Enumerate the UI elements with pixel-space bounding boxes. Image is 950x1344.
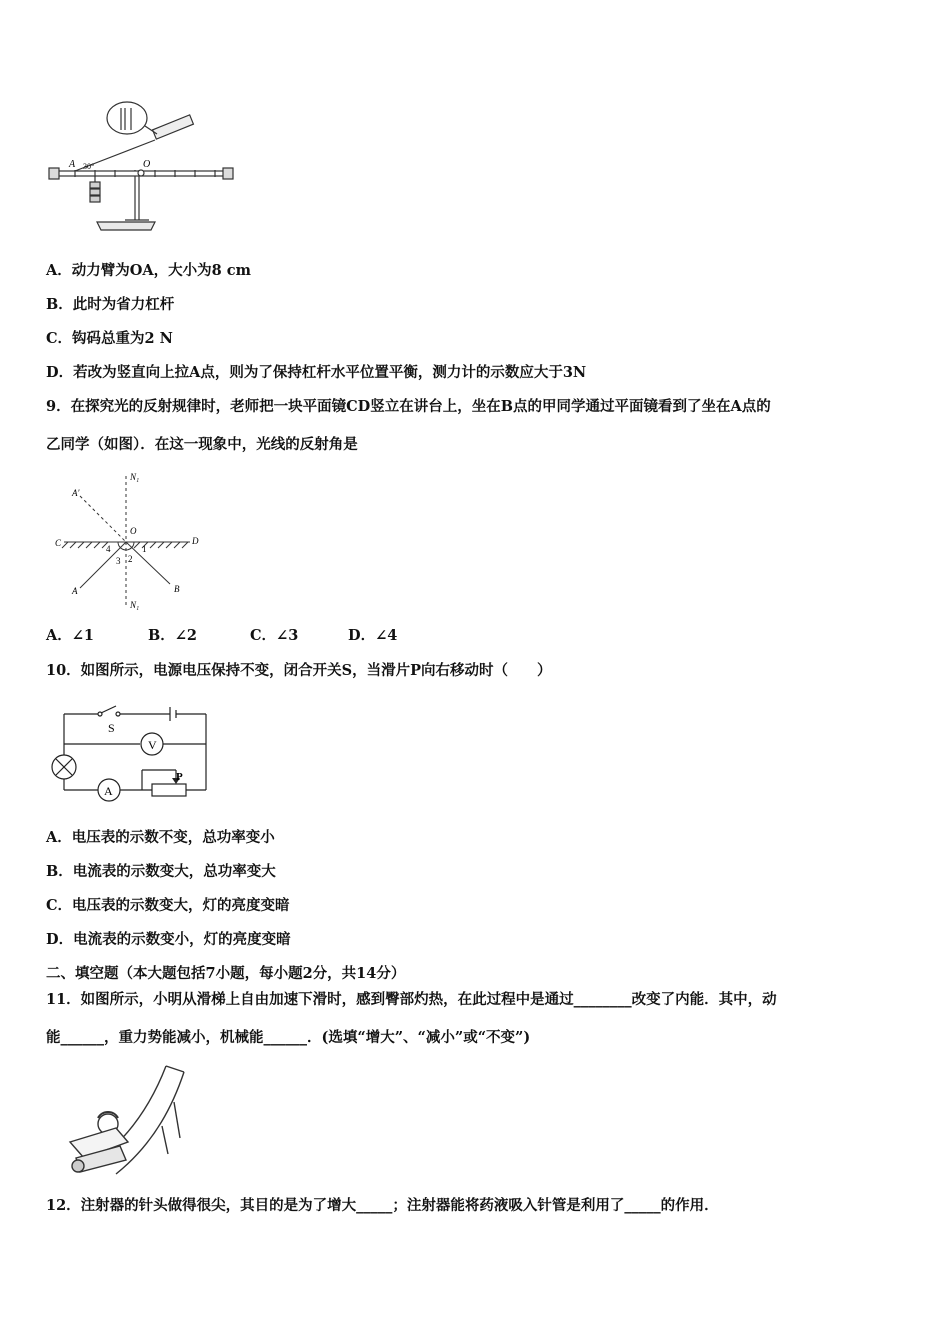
reflection-diagram (50, 470, 210, 620)
q10-stem: 10．如图所示，电源电压保持不变，闭合开关S，当滑片P向右移动时（ ） (46, 662, 552, 679)
q10-option-d: D．电流表的示数变小，灯的亮度变暗 (46, 931, 291, 948)
q9-stem-line1: 9．在探究光的反射规律时，老师把一块平面镜CD竖立在讲台上，坐在B点的甲同学通过平面镜看到了坐在A点的 (46, 398, 771, 415)
circuit-label-a: A (104, 784, 113, 798)
circuit-label-p: P (176, 771, 183, 783)
reflection-label-angle-4: 4 (106, 544, 111, 554)
reflection-label-angle-2: 2 (128, 554, 133, 564)
q8-option-d: D．若改为竖直向上拉A点，则为了保持杠杆水平位置平衡，测力计的示数应大于3N (46, 364, 587, 381)
q10-option-c: C．电压表的示数变大，灯的亮度变暗 (46, 897, 290, 914)
section-heading: 二、填空题（本大题包括7小题，每小题2分，共14分） (46, 965, 406, 982)
reflection-label-n-top: N₁ (130, 472, 140, 482)
q10-option-b: B．电流表的示数变大，总功率变大 (46, 863, 276, 880)
reflection-label-b: B (174, 584, 180, 594)
q9-stem-line2: 乙同学（如图）．在这一现象中，光线的反射角是 (46, 436, 358, 453)
q10-option-a: A．电压表的示数不变，总功率变小 (46, 829, 275, 846)
circuit-label-v: V (148, 738, 157, 752)
reflection-label-c: C (55, 538, 62, 548)
lever-label-a: A (69, 159, 76, 170)
q9-option-b: B．∠2 (148, 627, 197, 644)
q11-stem-line2: 能______，重力势能减小，机械能______．(选填“增大”、“减小”或“不变”) (46, 1029, 531, 1046)
reflection-label-angle-3: 3 (116, 556, 121, 566)
reflection-label-d: D (192, 536, 199, 546)
reflection-label-a-prime: A′ (72, 488, 80, 498)
q11-stem-line1: 11．如图所示，小明从滑梯上自由加速下滑时，感到臀部灼热，在此过程中是通过________改变了内能．其中，动 (46, 991, 777, 1008)
q9-option-a: A．∠1 (46, 627, 94, 644)
reflection-label-o: O (130, 526, 137, 536)
reflection-label-angle-1: 1 (142, 544, 147, 554)
q9-option-c: C．∠3 (250, 627, 299, 644)
circuit-label-s: S (108, 721, 115, 735)
q8-option-c: C．钩码总重为2 N (46, 330, 173, 347)
reflection-label-a: A (72, 586, 78, 596)
q8-option-b: B．此时为省力杠杆 (46, 296, 175, 313)
reflection-label-n-bottom: N₁ (130, 600, 140, 610)
circuit-diagram (46, 700, 216, 810)
lever-label-o: O (143, 159, 151, 170)
q8-option-a: A．动力臂为OA，大小为8 cm (46, 262, 251, 279)
q9-option-d: D．∠4 (348, 627, 398, 644)
q12-stem: 12．注射器的针头做得很尖，其目的是为了增大_____；注射器能将药液吸入针管是利用了_____的作用． (46, 1197, 719, 1214)
lever-label-angle: 30° (83, 162, 95, 171)
lever-diagram (45, 100, 235, 240)
slide-illustration (56, 1062, 206, 1182)
